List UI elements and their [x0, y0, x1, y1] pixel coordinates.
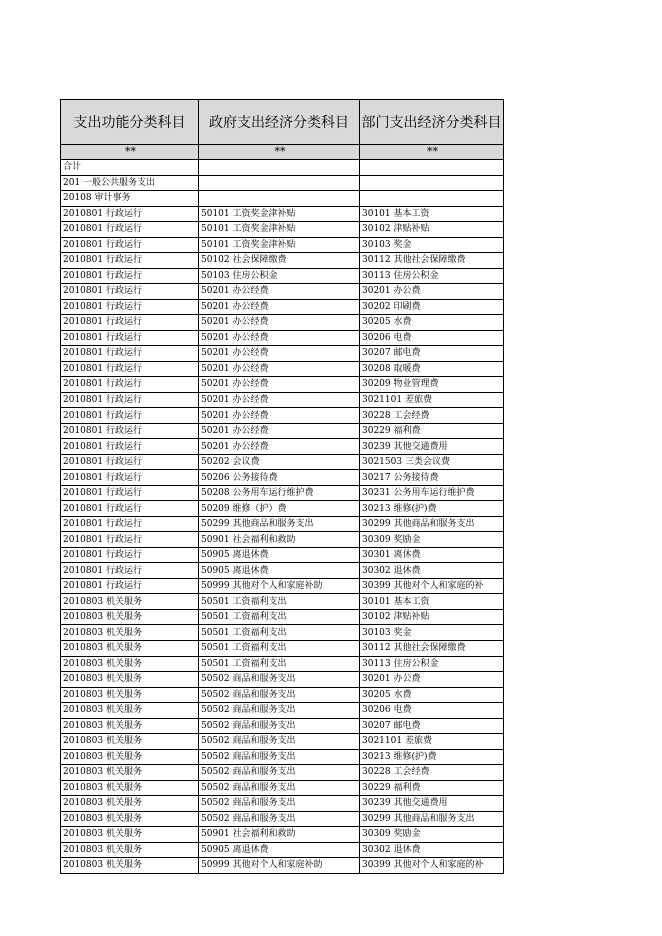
table-row: [61, 609, 504, 625]
dept-economic-cell[interactable]: 3021101 差旅费: [360, 734, 504, 750]
gov-economic-cell[interactable]: [199, 175, 360, 191]
table-row: [61, 501, 504, 517]
gov-economic-cell[interactable]: 50208 公务用车运行维护费: [199, 485, 360, 501]
gov-economic-cell[interactable]: 50202 会议费: [199, 454, 360, 470]
gov-economic-cell[interactable]: [199, 160, 360, 176]
gov-economic-cell[interactable]: 50905 离退休费: [199, 563, 360, 579]
function-cell[interactable]: 2010803 机关服务: [61, 827, 199, 843]
spreadsheet: [60, 99, 503, 874]
function-cell[interactable]: 20108 审计事务: [61, 191, 199, 207]
gov-economic-cell[interactable]: 50502 商品和服务支出: [199, 734, 360, 750]
function-cell[interactable]: 2010801 行政运行: [61, 284, 199, 300]
gov-economic-cell[interactable]: 50501 工资福利支出: [199, 609, 360, 625]
dept-economic-cell[interactable]: 30213 维修(护)费: [360, 749, 504, 765]
gov-economic-cell[interactable]: 50201 办公经费: [199, 408, 360, 424]
dept-economic-cell[interactable]: 30102 津贴补贴: [360, 222, 504, 238]
table-row: [61, 827, 504, 843]
gov-economic-cell[interactable]: 50201 办公经费: [199, 330, 360, 346]
function-cell[interactable]: 2010801 行政运行: [61, 532, 199, 548]
function-cell[interactable]: 2010803 机关服务: [61, 718, 199, 734]
gov-economic-cell[interactable]: 50101 工资奖金津补贴: [199, 222, 360, 238]
dept-economic-cell[interactable]: 3021101 差旅费: [360, 392, 504, 408]
function-cell[interactable]: 2010803 机关服务: [61, 687, 199, 703]
gov-economic-cell[interactable]: 50501 工资福利支出: [199, 625, 360, 641]
table-row: [61, 439, 504, 455]
table-row: [61, 485, 504, 501]
function-cell[interactable]: 2010801 行政运行: [61, 361, 199, 377]
dept-economic-cell[interactable]: 30228 工会经费: [360, 408, 504, 424]
table-row: [61, 811, 504, 827]
dept-economic-cell[interactable]: 30301 离休费: [360, 547, 504, 563]
stars-cell[interactable]: **: [360, 145, 504, 160]
function-cell[interactable]: 合计: [61, 160, 199, 176]
dept-economic-cell[interactable]: 30201 办公费: [360, 672, 504, 688]
dept-economic-cell[interactable]: 30309 奖励金: [360, 827, 504, 843]
dept-economic-cell[interactable]: 30217 公务接待费: [360, 470, 504, 486]
function-cell[interactable]: 2010803 机关服务: [61, 640, 199, 656]
function-cell[interactable]: 2010803 机关服务: [61, 796, 199, 812]
function-cell[interactable]: 2010801 行政运行: [61, 470, 199, 486]
dept-economic-cell[interactable]: 30206 电费: [360, 330, 504, 346]
dept-economic-cell[interactable]: 30207 邮电费: [360, 718, 504, 734]
dept-economic-cell[interactable]: 30302 退休费: [360, 842, 504, 858]
gov-economic-cell[interactable]: 50502 商品和服务支出: [199, 687, 360, 703]
table-row: [61, 547, 504, 563]
header-row: [61, 100, 504, 145]
table-row: [61, 160, 504, 176]
table-row: [61, 268, 504, 284]
function-cell[interactable]: 2010801 行政运行: [61, 268, 199, 284]
dept-economic-cell[interactable]: [360, 191, 504, 207]
gov-economic-cell[interactable]: 50201 办公经费: [199, 299, 360, 315]
header-cell-function[interactable]: 支出功能分类科目: [61, 100, 199, 145]
dept-economic-cell[interactable]: 30207 邮电费: [360, 346, 504, 362]
table-row: [61, 640, 504, 656]
function-cell[interactable]: 2010803 机关服务: [61, 703, 199, 719]
dept-economic-cell[interactable]: 30202 印刷费: [360, 299, 504, 315]
function-cell[interactable]: 2010801 行政运行: [61, 501, 199, 517]
dept-economic-cell[interactable]: 30229 福利费: [360, 423, 504, 439]
function-cell[interactable]: 2010801 行政运行: [61, 299, 199, 315]
function-cell[interactable]: 2010801 行政运行: [61, 237, 199, 253]
function-cell[interactable]: 2010801 行政运行: [61, 315, 199, 331]
gov-economic-cell[interactable]: 50102 社会保障缴费: [199, 253, 360, 269]
table-row: [61, 237, 504, 253]
gov-economic-cell[interactable]: 50201 办公经费: [199, 439, 360, 455]
table-row: [61, 578, 504, 594]
function-cell[interactable]: 2010801 行政运行: [61, 330, 199, 346]
table-row: [61, 563, 504, 579]
dept-economic-cell[interactable]: 3021503 三类会议费: [360, 454, 504, 470]
stars-cell[interactable]: **: [199, 145, 360, 160]
gov-economic-cell[interactable]: 50502 商品和服务支出: [199, 672, 360, 688]
table-row: [61, 594, 504, 610]
table-row: [61, 284, 504, 300]
table-row: [61, 330, 504, 346]
gov-economic-cell[interactable]: 50502 商品和服务支出: [199, 796, 360, 812]
function-cell[interactable]: 2010803 机关服务: [61, 594, 199, 610]
table-body: [61, 160, 504, 874]
dept-economic-cell[interactable]: 30113 住房公积金: [360, 268, 504, 284]
table-row: [61, 858, 504, 874]
dept-economic-cell[interactable]: 30299 其他商品和服务支出: [360, 516, 504, 532]
dept-economic-cell[interactable]: 30101 基本工资: [360, 206, 504, 222]
table-row: [61, 392, 504, 408]
gov-economic-cell[interactable]: 50901 社会福利和救助: [199, 532, 360, 548]
table-row: [61, 408, 504, 424]
dept-economic-cell[interactable]: 30208 取暖费: [360, 361, 504, 377]
gov-economic-cell[interactable]: 50502 商品和服务支出: [199, 749, 360, 765]
stars-row: [61, 145, 504, 160]
function-cell[interactable]: 2010801 行政运行: [61, 454, 199, 470]
table-row: [61, 687, 504, 703]
stars-cell[interactable]: **: [61, 145, 199, 160]
dept-economic-cell[interactable]: 30205 水费: [360, 315, 504, 331]
dept-economic-cell[interactable]: 30239 其他交通费用: [360, 796, 504, 812]
gov-economic-cell[interactable]: [199, 191, 360, 207]
function-cell[interactable]: 2010801 行政运行: [61, 563, 199, 579]
dept-economic-cell[interactable]: 30113 住房公积金: [360, 656, 504, 672]
function-cell[interactable]: 2010801 行政运行: [61, 408, 199, 424]
gov-economic-cell[interactable]: 50501 工资福利支出: [199, 640, 360, 656]
gov-economic-cell[interactable]: 50905 离退休费: [199, 547, 360, 563]
function-cell[interactable]: 2010801 行政运行: [61, 423, 199, 439]
dept-economic-cell[interactable]: 30206 电费: [360, 703, 504, 719]
dept-economic-cell[interactable]: 30299 其他商品和服务支出: [360, 811, 504, 827]
function-cell[interactable]: 201 一般公共服务支出: [61, 175, 199, 191]
function-cell[interactable]: 2010803 机关服务: [61, 765, 199, 781]
dept-economic-cell[interactable]: 30228 工会经费: [360, 765, 504, 781]
function-cell[interactable]: 2010801 行政运行: [61, 485, 199, 501]
table-row: [61, 191, 504, 207]
table-row: [61, 346, 504, 362]
gov-economic-cell[interactable]: 50502 商品和服务支出: [199, 718, 360, 734]
dept-economic-cell[interactable]: 30112 其他社会保障缴费: [360, 253, 504, 269]
gov-economic-cell[interactable]: 50905 离退休费: [199, 842, 360, 858]
function-cell[interactable]: 2010801 行政运行: [61, 547, 199, 563]
table-row: [61, 672, 504, 688]
classification-table: [60, 99, 504, 874]
table-row: [61, 734, 504, 750]
table-row: [61, 703, 504, 719]
dept-economic-cell[interactable]: [360, 160, 504, 176]
table-row: [61, 175, 504, 191]
gov-economic-cell[interactable]: 50502 商品和服务支出: [199, 765, 360, 781]
function-cell[interactable]: 2010801 行政运行: [61, 516, 199, 532]
function-cell[interactable]: 2010801 行政运行: [61, 392, 199, 408]
dept-economic-cell[interactable]: 30213 维修(护)费: [360, 501, 504, 517]
gov-economic-cell[interactable]: 50901 社会福利和救助: [199, 827, 360, 843]
gov-economic-cell[interactable]: 50201 办公经费: [199, 392, 360, 408]
function-cell[interactable]: 2010803 机关服务: [61, 749, 199, 765]
dept-economic-cell[interactable]: 30239 其他交通费用: [360, 439, 504, 455]
function-cell[interactable]: 2010801 行政运行: [61, 377, 199, 393]
table-row: [61, 315, 504, 331]
function-cell[interactable]: 2010803 机关服务: [61, 811, 199, 827]
gov-economic-cell[interactable]: 50501 工资福利支出: [199, 594, 360, 610]
table-row: [61, 532, 504, 548]
dept-economic-cell[interactable]: 30103 奖金: [360, 625, 504, 641]
dept-economic-cell[interactable]: 30231 公务用车运行维护费: [360, 485, 504, 501]
function-cell[interactable]: 2010803 机关服务: [61, 734, 199, 750]
table-row: [61, 253, 504, 269]
gov-economic-cell[interactable]: 50502 商品和服务支出: [199, 780, 360, 796]
gov-economic-cell[interactable]: 50103 住房公积金: [199, 268, 360, 284]
function-cell[interactable]: 2010801 行政运行: [61, 578, 199, 594]
gov-economic-cell[interactable]: 50999 其他对个人和家庭补助: [199, 858, 360, 874]
dept-economic-cell[interactable]: 30302 退休费: [360, 563, 504, 579]
dept-economic-cell[interactable]: 30201 办公费: [360, 284, 504, 300]
dept-economic-cell[interactable]: 30102 津贴补贴: [360, 609, 504, 625]
gov-economic-cell[interactable]: 50502 商品和服务支出: [199, 811, 360, 827]
function-cell[interactable]: 2010803 机关服务: [61, 672, 199, 688]
table-row: [61, 718, 504, 734]
gov-economic-cell[interactable]: 50299 其他商品和服务支出: [199, 516, 360, 532]
dept-economic-cell[interactable]: [360, 175, 504, 191]
gov-economic-cell[interactable]: 50502 商品和服务支出: [199, 703, 360, 719]
function-cell[interactable]: 2010803 机关服务: [61, 656, 199, 672]
function-cell[interactable]: 2010803 机关服务: [61, 625, 199, 641]
dept-economic-cell[interactable]: 30205 水费: [360, 687, 504, 703]
gov-economic-cell[interactable]: 50209 维修（护）费: [199, 501, 360, 517]
dept-economic-cell[interactable]: 30103 奖金: [360, 237, 504, 253]
header-cell-dept-economic[interactable]: 部门支出经济分类科目: [360, 100, 504, 145]
table-row: [61, 222, 504, 238]
table-row: [61, 516, 504, 532]
table-row: [61, 299, 504, 315]
table-row: [61, 796, 504, 812]
function-cell[interactable]: 2010803 机关服务: [61, 609, 199, 625]
gov-economic-cell[interactable]: 50201 办公经费: [199, 361, 360, 377]
function-cell[interactable]: 2010801 行政运行: [61, 222, 199, 238]
dept-economic-cell[interactable]: 30101 基本工资: [360, 594, 504, 610]
function-cell[interactable]: 2010801 行政运行: [61, 206, 199, 222]
gov-economic-cell[interactable]: 50101 工资奖金津补贴: [199, 206, 360, 222]
gov-economic-cell[interactable]: 50201 办公经费: [199, 284, 360, 300]
table-row: [61, 361, 504, 377]
table-row: [61, 780, 504, 796]
table-row: [61, 206, 504, 222]
table-row: [61, 470, 504, 486]
function-cell[interactable]: 2010803 机关服务: [61, 858, 199, 874]
function-cell[interactable]: 2010803 机关服务: [61, 780, 199, 796]
function-cell[interactable]: 2010801 行政运行: [61, 346, 199, 362]
dept-economic-cell[interactable]: 30399 其他对个人和家庭的补: [360, 578, 504, 594]
gov-economic-cell[interactable]: 50206 公务接待费: [199, 470, 360, 486]
dept-economic-cell[interactable]: 30209 物业管理费: [360, 377, 504, 393]
gov-economic-cell[interactable]: 50999 其他对个人和家庭补助: [199, 578, 360, 594]
table-row: [61, 423, 504, 439]
dept-economic-cell[interactable]: 30112 其他社会保障缴费: [360, 640, 504, 656]
table-row: [61, 656, 504, 672]
gov-economic-cell[interactable]: 50201 办公经费: [199, 423, 360, 439]
table-row: [61, 377, 504, 393]
function-cell[interactable]: 2010801 行政运行: [61, 439, 199, 455]
gov-economic-cell[interactable]: 50501 工资福利支出: [199, 656, 360, 672]
dept-economic-cell[interactable]: 30229 福利费: [360, 780, 504, 796]
function-cell[interactable]: 2010803 机关服务: [61, 842, 199, 858]
table-row: [61, 765, 504, 781]
gov-economic-cell[interactable]: 50201 办公经费: [199, 315, 360, 331]
dept-economic-cell[interactable]: 30309 奖励金: [360, 532, 504, 548]
table-row: [61, 749, 504, 765]
gov-economic-cell[interactable]: 50201 办公经费: [199, 377, 360, 393]
table-row: [61, 842, 504, 858]
table-row: [61, 625, 504, 641]
table-row: [61, 454, 504, 470]
function-cell[interactable]: 2010801 行政运行: [61, 253, 199, 269]
gov-economic-cell[interactable]: 50101 工资奖金津补贴: [199, 237, 360, 253]
gov-economic-cell[interactable]: 50201 办公经费: [199, 346, 360, 362]
header-cell-gov-economic[interactable]: 政府支出经济分类科目: [199, 100, 360, 145]
dept-economic-cell[interactable]: 30399 其他对个人和家庭的补: [360, 858, 504, 874]
